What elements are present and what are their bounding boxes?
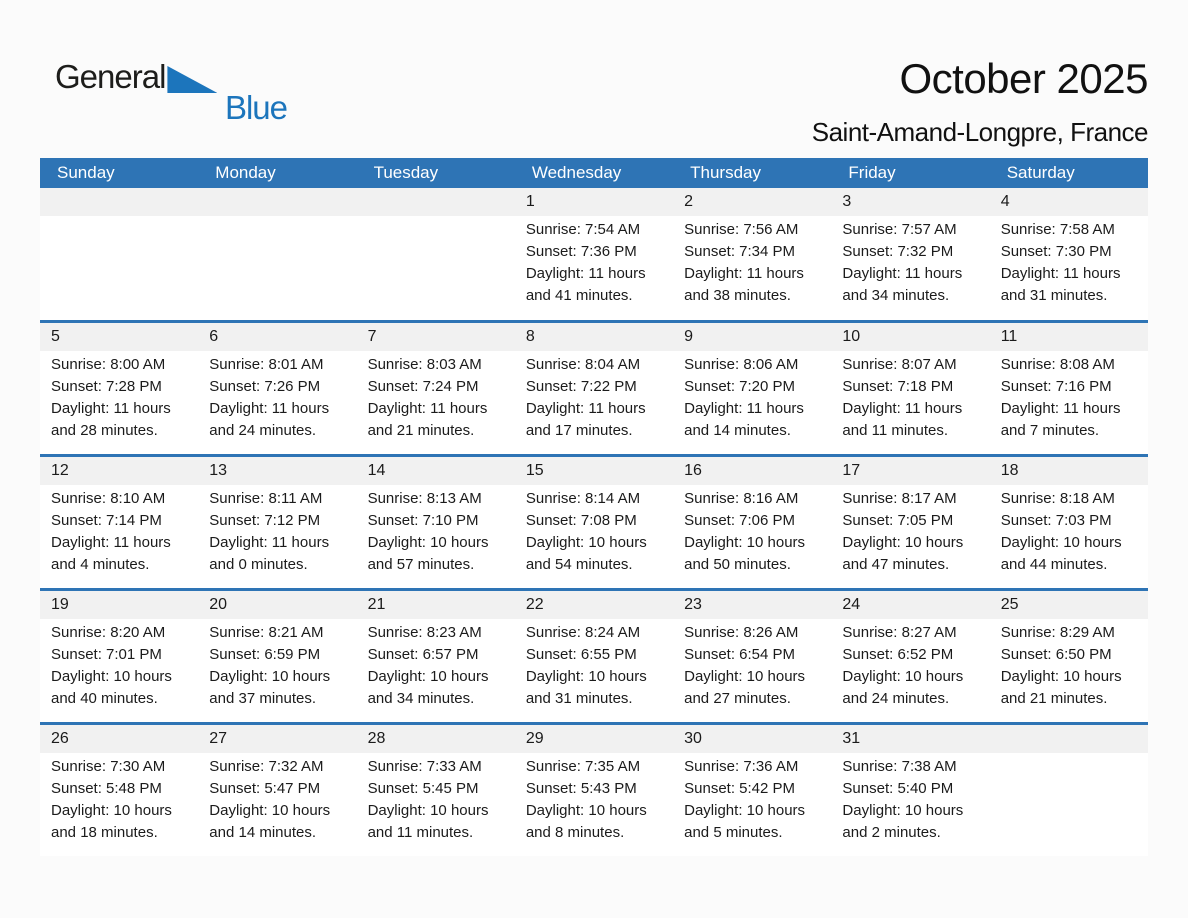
day-info-line: Daylight: 11 hours — [684, 265, 804, 282]
weekday-header-friday: Friday — [848, 163, 896, 182]
day-info-line: Sunrise: 8:20 AM — [51, 624, 166, 641]
day-number: 8 — [515, 323, 673, 351]
day-info-line: Daylight: 11 hours — [842, 400, 963, 417]
day-info-line: Sunset: 7:22 PM — [525, 378, 637, 395]
day-info-line: Sunrise: 8:11 AM — [209, 490, 323, 507]
day-info-line: and 2 minutes. — [842, 824, 941, 841]
day-cell-13 — [198, 457, 356, 588]
day-cell-12 — [40, 457, 198, 588]
day-info-line: Sunrise: 8:16 AM — [684, 490, 799, 507]
day-info-line: and 34 minutes. — [842, 287, 950, 304]
day-info-line: and 11 minutes. — [367, 824, 474, 841]
calendar-week-row — [40, 722, 1148, 856]
day-cell-15 — [515, 457, 673, 588]
day-cell-11 — [990, 323, 1148, 454]
day-info-line: Sunrise: 7:38 AM — [842, 758, 957, 775]
day-cell-14 — [357, 457, 515, 588]
day-number: 18 — [990, 457, 1148, 485]
day-info-line: and 0 minutes. — [209, 556, 308, 573]
day-info-line: Sunset: 7:36 PM — [525, 243, 637, 260]
day-cell-empty — [357, 188, 515, 320]
day-info-line: Sunrise: 8:29 AM — [1000, 624, 1115, 641]
day-number: 22 — [515, 591, 673, 619]
day-number: 29 — [515, 725, 673, 753]
day-info-line: Sunset: 5:43 PM — [525, 780, 637, 797]
day-info-line: Sunrise: 8:10 AM — [51, 490, 166, 507]
day-info-line: Sunset: 6:57 PM — [367, 646, 479, 663]
day-info-line: Daylight: 10 hours — [842, 802, 964, 819]
day-info-line: Daylight: 11 hours — [1000, 265, 1121, 282]
day-info-line: Sunset: 5:48 PM — [51, 780, 162, 797]
day-info-line: Daylight: 10 hours — [525, 668, 647, 685]
day-info-line: Daylight: 10 hours — [684, 534, 806, 551]
day-info-line: Sunset: 7:34 PM — [684, 243, 796, 260]
day-number: 31 — [831, 725, 989, 753]
day-number: 17 — [831, 457, 989, 485]
day-info-line: and 14 minutes. — [209, 824, 317, 841]
day-info-line: Sunrise: 8:01 AM — [209, 356, 324, 373]
day-info-line: and 50 minutes. — [684, 556, 791, 573]
day-number: 3 — [831, 188, 989, 216]
day-info-line: and 31 minutes. — [525, 690, 633, 707]
day-info-line: Sunset: 5:45 PM — [367, 780, 479, 797]
day-info-line: Sunrise: 7:36 AM — [684, 758, 799, 775]
day-info-line: and 34 minutes. — [367, 690, 475, 707]
day-info-line: Daylight: 11 hours — [209, 400, 330, 417]
day-info-line: Daylight: 10 hours — [525, 534, 647, 551]
day-info-line: and 38 minutes. — [684, 287, 791, 304]
day-info-line: Daylight: 10 hours — [842, 534, 964, 551]
day-info-line: Sunset: 7:14 PM — [51, 512, 162, 529]
day-cell-5 — [40, 323, 198, 454]
day-info-line: Daylight: 10 hours — [525, 802, 647, 819]
title-block — [812, 55, 1148, 148]
day-number: 16 — [673, 457, 831, 485]
day-info-line: and 40 minutes. — [51, 690, 158, 707]
day-info-line: Daylight: 11 hours — [209, 534, 330, 551]
weekday-header-thursday: Thursday — [690, 163, 761, 182]
day-cell-10 — [831, 323, 989, 454]
day-info-line: Daylight: 10 hours — [367, 802, 489, 819]
day-cell-29 — [515, 725, 673, 856]
day-info-line: and 17 minutes. — [525, 422, 633, 439]
day-info-line: and 18 minutes. — [51, 824, 158, 841]
day-cell-31 — [831, 725, 989, 856]
calendar-weekday-header — [40, 158, 1148, 188]
day-cell-25 — [990, 591, 1148, 722]
day-cell-28 — [357, 725, 515, 856]
day-info-line: Daylight: 10 hours — [684, 668, 806, 685]
general-blue-logo — [55, 60, 287, 124]
day-number: 24 — [831, 591, 989, 619]
day-cell-17 — [831, 457, 989, 588]
day-info-line: Daylight: 10 hours — [51, 802, 172, 819]
day-cell-26 — [40, 725, 198, 856]
day-cell-6 — [198, 323, 356, 454]
day-info-line: and 54 minutes. — [525, 556, 633, 573]
logo-text-general: General — [55, 58, 166, 95]
day-info-line: Daylight: 11 hours — [1000, 400, 1121, 417]
page-title: October 2025 — [899, 55, 1148, 102]
day-info-line: Sunset: 6:52 PM — [842, 646, 954, 663]
day-info-line: Daylight: 10 hours — [209, 668, 331, 685]
day-cell-8 — [515, 323, 673, 454]
day-number: 10 — [831, 323, 989, 351]
day-info-line: Sunset: 7:06 PM — [684, 512, 796, 529]
day-info-line: Sunrise: 8:23 AM — [367, 624, 482, 641]
day-number — [357, 188, 515, 216]
day-info-line: and 21 minutes. — [367, 422, 475, 439]
day-info-line: Sunrise: 7:58 AM — [1000, 221, 1115, 238]
day-number: 12 — [40, 457, 198, 485]
day-info-line: and 7 minutes. — [1000, 422, 1100, 439]
day-cell-1 — [515, 188, 673, 320]
day-info-line: Sunset: 7:26 PM — [209, 378, 321, 395]
day-cell-24 — [831, 591, 989, 722]
day-info-line: Sunset: 7:24 PM — [367, 378, 479, 395]
day-info-line: Sunset: 7:12 PM — [209, 512, 321, 529]
day-number: 21 — [357, 591, 515, 619]
day-number: 28 — [357, 725, 515, 753]
day-number: 25 — [990, 591, 1148, 619]
day-info-line: Sunrise: 8:21 AM — [209, 624, 324, 641]
day-info-line: Sunset: 6:55 PM — [525, 646, 637, 663]
day-info-line: and 28 minutes. — [51, 422, 158, 439]
day-info-line: Daylight: 11 hours — [51, 534, 171, 551]
day-number: 11 — [990, 323, 1148, 351]
day-info-line: Sunset: 7:01 PM — [51, 646, 162, 663]
calendar-grid — [40, 188, 1148, 856]
day-info-line: Sunset: 6:50 PM — [1000, 646, 1112, 663]
day-info-line: Sunset: 6:59 PM — [209, 646, 321, 663]
day-info-line: Sunset: 7:10 PM — [367, 512, 479, 529]
day-info-line: Sunrise: 8:08 AM — [1000, 356, 1115, 373]
day-info-line: Sunset: 7:30 PM — [1000, 243, 1112, 260]
day-cell-27 — [198, 725, 356, 856]
day-number: 13 — [198, 457, 356, 485]
day-info-line: Daylight: 10 hours — [684, 802, 806, 819]
day-number — [990, 725, 1148, 753]
day-number: 4 — [990, 188, 1148, 216]
day-info-line: Sunset: 7:16 PM — [1000, 378, 1112, 395]
day-cell-4 — [990, 188, 1148, 320]
day-info-line: Sunrise: 8:14 AM — [525, 490, 641, 507]
day-info-line: Sunrise: 8:03 AM — [367, 356, 482, 373]
day-cell-22 — [515, 591, 673, 722]
logo-text-blue: Blue — [224, 89, 287, 126]
day-info-line: Daylight: 10 hours — [367, 668, 489, 685]
day-cell-7 — [357, 323, 515, 454]
day-number: 27 — [198, 725, 356, 753]
day-info-line: Daylight: 11 hours — [525, 400, 646, 417]
calendar-week-row — [40, 454, 1148, 588]
day-info-line: and 24 minutes. — [209, 422, 317, 439]
day-number: 30 — [673, 725, 831, 753]
day-cell-30 — [673, 725, 831, 856]
calendar-week-row — [40, 588, 1148, 722]
day-info-line: and 24 minutes. — [842, 690, 950, 707]
day-info-line: Daylight: 11 hours — [525, 265, 646, 282]
day-number — [198, 188, 356, 216]
day-info-line: Sunrise: 7:56 AM — [684, 221, 799, 238]
day-info-line: Sunrise: 8:00 AM — [51, 356, 166, 373]
day-info-line: Daylight: 10 hours — [1000, 668, 1122, 685]
day-info-line: Sunrise: 7:30 AM — [51, 758, 166, 775]
weekday-header-wednesday: Wednesday — [531, 163, 622, 182]
location-subtitle: Saint-Amand-Longpre, France — [811, 117, 1148, 147]
day-cell-2 — [673, 188, 831, 320]
day-number: 2 — [673, 188, 831, 216]
day-cell-21 — [357, 591, 515, 722]
day-cell-18 — [990, 457, 1148, 588]
logo-triangle-icon — [167, 66, 217, 93]
day-info-line: Sunset: 7:32 PM — [842, 243, 954, 260]
day-info-line: Sunset: 5:40 PM — [842, 780, 954, 797]
day-info-line: and 21 minutes. — [1000, 690, 1108, 707]
day-number: 19 — [40, 591, 198, 619]
day-info-line: Sunrise: 8:24 AM — [525, 624, 641, 641]
day-cell-empty — [198, 188, 356, 320]
day-info-line: Sunrise: 8:13 AM — [367, 490, 482, 507]
day-info-line: Sunset: 7:05 PM — [842, 512, 954, 529]
day-info-line: Daylight: 11 hours — [367, 400, 488, 417]
day-number: 14 — [357, 457, 515, 485]
day-info-line: Daylight: 10 hours — [51, 668, 172, 685]
day-info-line: Daylight: 10 hours — [209, 802, 331, 819]
day-info-line: Sunset: 7:18 PM — [842, 378, 954, 395]
day-cell-empty — [990, 725, 1148, 856]
day-info-line: Sunrise: 7:57 AM — [842, 221, 957, 238]
day-number: 15 — [515, 457, 673, 485]
day-cell-23 — [673, 591, 831, 722]
weekday-header-sunday: Sunday — [57, 163, 115, 182]
day-cell-19 — [40, 591, 198, 722]
day-info-line: and 14 minutes. — [684, 422, 791, 439]
day-number: 6 — [198, 323, 356, 351]
day-info-line: Sunrise: 7:35 AM — [525, 758, 641, 775]
day-info-line: Sunset: 7:03 PM — [1000, 512, 1112, 529]
day-info-line: and 44 minutes. — [1000, 556, 1108, 573]
day-info-line: Sunset: 6:54 PM — [684, 646, 796, 663]
day-number: 9 — [673, 323, 831, 351]
day-info-line: Daylight: 10 hours — [842, 668, 964, 685]
day-info-line: Sunrise: 8:18 AM — [1000, 490, 1115, 507]
day-cell-9 — [673, 323, 831, 454]
weekday-header-saturday: Saturday — [1006, 163, 1075, 182]
day-cell-16 — [673, 457, 831, 588]
day-info-line: Sunset: 7:28 PM — [51, 378, 162, 395]
day-info-line: and 41 minutes. — [525, 287, 633, 304]
day-info-line: and 11 minutes. — [842, 422, 949, 439]
day-number: 1 — [515, 188, 673, 216]
day-number: 7 — [357, 323, 515, 351]
day-info-line: and 27 minutes. — [684, 690, 791, 707]
day-info-line: Daylight: 11 hours — [684, 400, 804, 417]
day-number: 23 — [673, 591, 831, 619]
day-info-line: and 8 minutes. — [525, 824, 625, 841]
day-info-line: Sunset: 5:42 PM — [684, 780, 796, 797]
calendar-week-row — [40, 320, 1148, 454]
day-info-line: and 4 minutes. — [51, 556, 150, 573]
day-info-line: Sunset: 5:47 PM — [209, 780, 321, 797]
day-number: 20 — [198, 591, 356, 619]
day-cell-empty — [40, 188, 198, 320]
day-info-line: Sunrise: 8:17 AM — [842, 490, 957, 507]
day-info-line: Sunrise: 7:54 AM — [525, 221, 641, 238]
day-info-line: Sunrise: 7:33 AM — [367, 758, 482, 775]
day-number: 5 — [40, 323, 198, 351]
day-info-line: Sunrise: 8:27 AM — [842, 624, 957, 641]
day-info-line: Sunset: 7:08 PM — [525, 512, 637, 529]
day-info-line: Sunset: 7:20 PM — [684, 378, 796, 395]
day-info-line: and 47 minutes. — [842, 556, 950, 573]
calendar-week-row — [40, 188, 1148, 320]
day-info-line: Sunrise: 8:07 AM — [842, 356, 957, 373]
day-cell-20 — [198, 591, 356, 722]
day-info-line: and 31 minutes. — [1000, 287, 1108, 304]
day-info-line: Daylight: 11 hours — [842, 265, 963, 282]
weekday-header-tuesday: Tuesday — [373, 163, 439, 182]
day-number — [40, 188, 198, 216]
weekday-header-monday: Monday — [215, 163, 276, 182]
day-info-line: and 37 minutes. — [209, 690, 317, 707]
day-info-line: Sunrise: 8:26 AM — [684, 624, 799, 641]
day-info-line: and 5 minutes. — [684, 824, 783, 841]
day-info-line: and 57 minutes. — [367, 556, 475, 573]
day-info-line: Daylight: 10 hours — [1000, 534, 1122, 551]
calendar — [40, 158, 1148, 856]
day-info-line: Daylight: 10 hours — [367, 534, 489, 551]
day-info-line: Sunrise: 8:06 AM — [684, 356, 799, 373]
day-number: 26 — [40, 725, 198, 753]
day-info-line: Daylight: 11 hours — [51, 400, 171, 417]
day-cell-3 — [831, 188, 989, 320]
day-info-line: Sunrise: 8:04 AM — [525, 356, 641, 373]
day-info-line: Sunrise: 7:32 AM — [209, 758, 324, 775]
